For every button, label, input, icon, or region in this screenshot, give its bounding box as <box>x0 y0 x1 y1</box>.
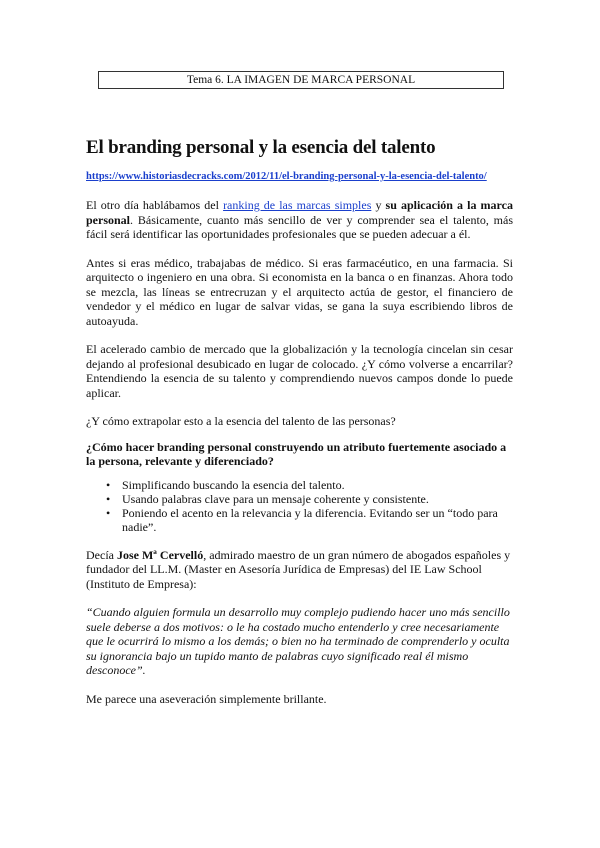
list-item: • Simplificando buscando la esencia del talento. <box>106 477 345 492</box>
list-item: • Poniendo el acento en la relevancia y la diferencia. Evitando ser un “todo para nadie”. <box>106 505 498 534</box>
chapter-header-label: Tema 6. LA IMAGEN DE MARCA PERSONAL <box>186 74 416 86</box>
section-question <box>86 440 513 469</box>
chapter-header <box>98 71 504 89</box>
paragraph-professions: Antes si eras médico, trabajabas de médico. Si eras farmacéutico, en una farmacia. Si arquitecto o ingeniero en una obra. Si economista en la banca o en finanzas. Ahora todo se mezcla, las líneas se entrecruzan y el arquitecto actúa de gestor, el financiero de vendedor y el médico en lugar de salvar vidas, se gana la suya escribiendo libros de autoayuda. <box>86 255 513 328</box>
list-item: • Usando palabras clave para un mensaje coherente y consistente. <box>106 491 429 506</box>
paragraph-closing: Me parece una aseveración simplemente brillante. <box>86 691 327 706</box>
quote-block: “Cuando alguien formula un desarrollo muy complejo pudiendo hacer uno más sencillo suele deberse a dos motivos: o le ha costado mucho entenderlo y cree necesariamente que le ocurrirá lo mismo a los demás; o bien no ha terminado de comprenderlo y oculta su ignorancia bajo un tupido manto de palabras cuyo significado real él mismo desconoce”. <box>86 605 510 677</box>
intro-text-end: . Básicamente, cuanto más sencillo de ver y comprender sea el talento, más fácil será identificar las oportunidades profesionales que se pueden adecuar a él. <box>86 212 513 241</box>
cervello-name: Jose Mª Cervelló <box>116 547 204 562</box>
intro-text-mid: y <box>371 198 386 212</box>
section-question-text: ¿Cómo hacer branding personal construyendo un atributo fuertemente asociado a la persona, relevante y diferenciado? <box>86 439 507 468</box>
paragraph-intro <box>86 198 513 242</box>
bullet-icon: • <box>106 491 111 506</box>
paragraph-market-change: El acelerado cambio de mercado que la globalización y la tecnología cincelan sin cesar dejando al profesional desubicado en lugar de colocado. ¿Y cómo volverse a encarrilar? Entendiendo la esencia de su talento y comprendiendo nuevos campos donde lo puede aplicar. <box>86 342 513 400</box>
bullet-list <box>86 478 513 534</box>
bullet-icon: • <box>106 477 111 492</box>
article-title: El branding personal y la esencia del talento <box>86 137 436 158</box>
intro-bold-text: su aplicación a la marca personal <box>86 198 513 227</box>
ranking-link[interactable]: ranking de las marcas simples <box>223 198 372 212</box>
paragraph-cervello: Decía Jose Mª Cervelló, admirado maestro de un gran número de abogados españoles y fundador del LL.M. (Master en Asesoría Jurídica de Empresas) del IE Law School (Instituto de Empresa): <box>86 547 511 591</box>
intro-text-start: El otro día hablábamos del <box>86 198 224 212</box>
article-body <box>86 136 513 706</box>
source-url-link[interactable]: https://www.historiasdecracks.com/2012/11/el-branding-personal-y-la-esencia-del-talento/ <box>86 171 487 182</box>
bullet-icon: • <box>106 505 111 520</box>
paragraph-question: ¿Y cómo extrapolar esto a la esencia del talento de las personas? <box>86 414 396 428</box>
